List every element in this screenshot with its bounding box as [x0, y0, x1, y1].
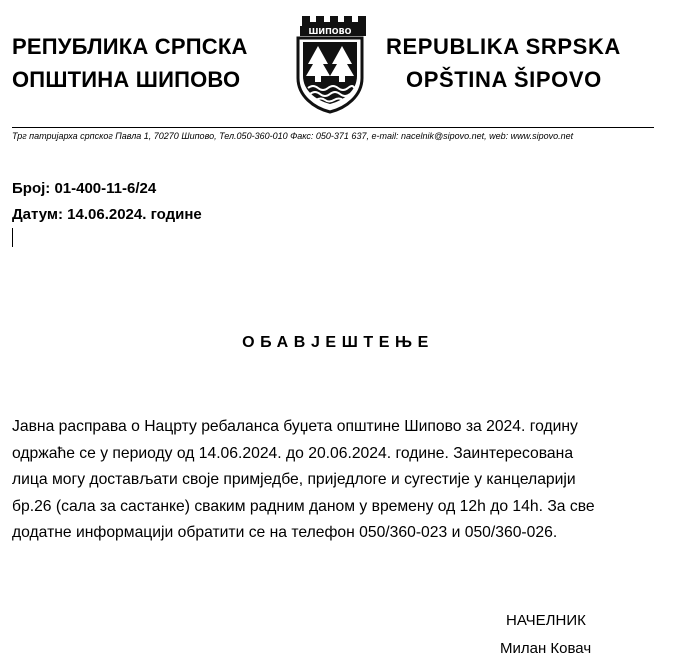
- document-number: [12, 176, 202, 202]
- number-label: Број:: [12, 180, 55, 197]
- document-title: ОБАВЈЕШТЕЊЕ: [242, 334, 434, 351]
- municipality-crest-icon: [294, 12, 366, 114]
- header-right-line1: REPUBLIKA SRPSKA: [386, 34, 621, 59]
- address-line: Трг патријарха српског Павла 1, 70270 Шипово, Тел.050-360-010 Факс: 050-371 637, e-mail: nacelnik@sipovo.net, web: www.sipovo.net: [12, 131, 574, 141]
- header-left: [12, 30, 248, 96]
- header-left-line1: РЕПУБЛИКА СРПСКА: [12, 34, 248, 59]
- document-meta: [12, 176, 202, 228]
- text-cursor[interactable]: [12, 228, 13, 247]
- header-left-line2: ОПШТИНА ШИПОВО: [12, 67, 241, 92]
- date-label: Датум: [12, 206, 58, 223]
- header-right-line2: OPŠTINA ŠIPOVO: [406, 67, 602, 92]
- notice-body: [12, 414, 662, 547]
- header-right: [386, 30, 621, 96]
- number-value: 01-400-11-6/24: [54, 180, 157, 197]
- document-date: [12, 202, 202, 228]
- body-line: лица могу достављати своје примједбе, приједлоге и сугестије у канцеларији: [12, 471, 576, 488]
- header-divider: [12, 127, 654, 128]
- body-line: Јавна расправа о Нацрту ребаланса буџета општине Шипово за 2024. годину: [12, 418, 578, 435]
- body-line: бр.26 (сала за састанке) сваким радним даном у времену од 12h до 14h. За све: [12, 497, 595, 515]
- body-line: одржаће се у периоду од 14.06.2024. до 20.06.2024. године. Заинтересована: [12, 444, 574, 462]
- crest-text: ШИПОВО: [308, 27, 352, 36]
- body-line: додатне информацији обратити се на телефон 050/360-023 и 050/360-026.: [12, 524, 558, 541]
- date-value: : 14.06.2024. године: [58, 206, 202, 223]
- signature-title: НАЧЕЛНИК: [506, 612, 586, 629]
- signature-name: Милан Ковач: [500, 640, 592, 657]
